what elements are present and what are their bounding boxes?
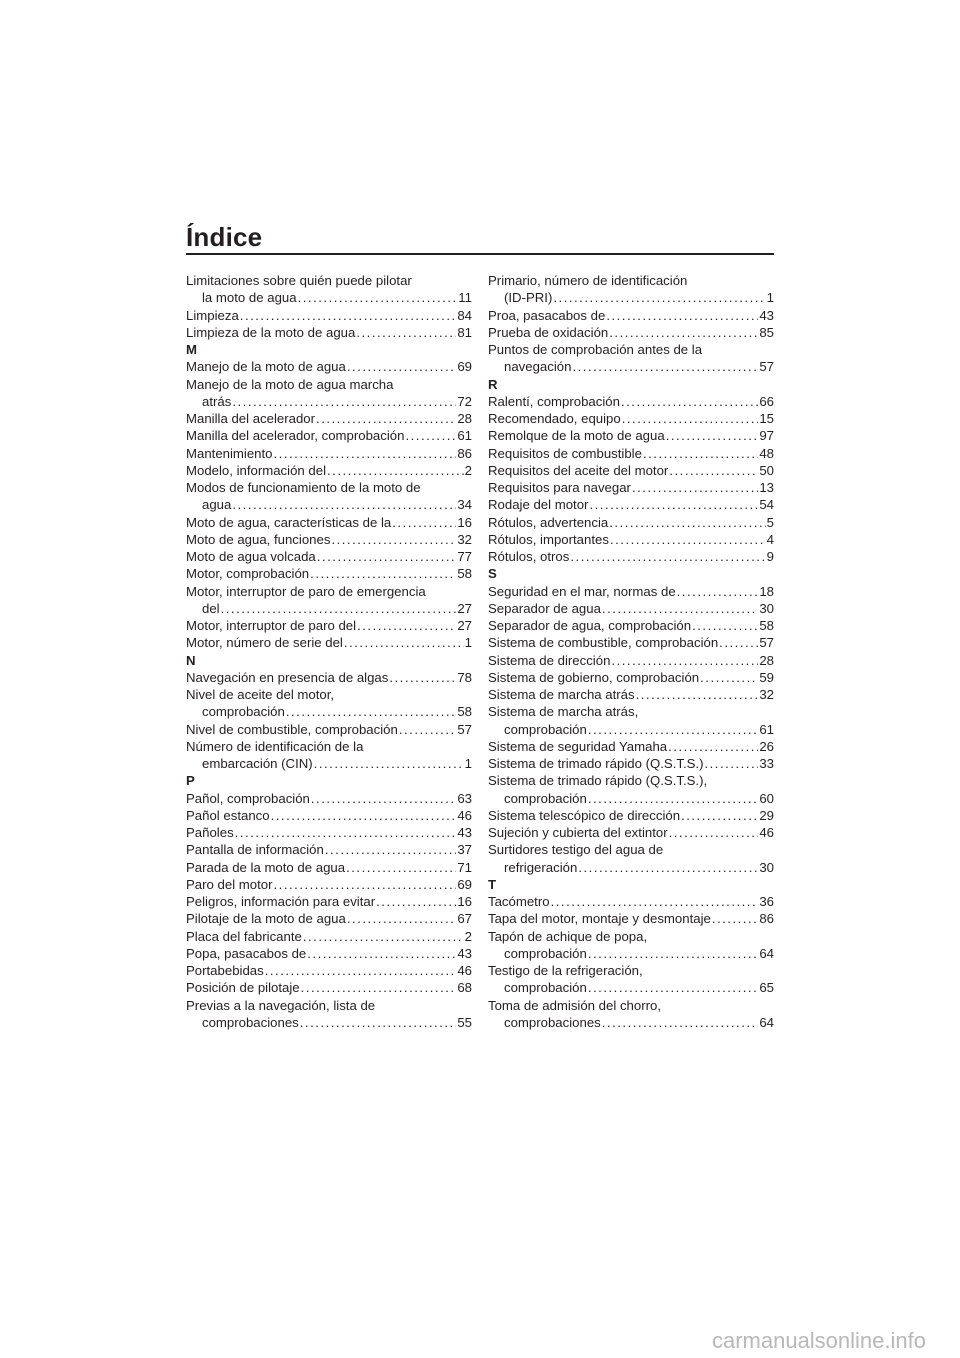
dot-leader xyxy=(692,617,758,634)
index-entry-text: Separador de agua, comprobación xyxy=(488,618,692,633)
dot-leader xyxy=(274,876,457,893)
page-number: 71 xyxy=(457,859,472,875)
page-number: 55 xyxy=(457,1014,472,1030)
page-number: 64 xyxy=(759,945,774,961)
index-entry xyxy=(488,341,774,376)
dot-leader xyxy=(578,859,758,876)
dot-leader xyxy=(551,893,759,910)
index-entry xyxy=(186,686,472,721)
index-entry-text: Modelo, información del xyxy=(186,462,327,478)
index-entry xyxy=(488,893,774,910)
dot-leader xyxy=(376,893,456,910)
page-number: 58 xyxy=(457,704,472,720)
index-entry xyxy=(488,997,774,1032)
dot-leader xyxy=(609,514,765,531)
page-number: 15 xyxy=(759,411,774,426)
dot-leader xyxy=(356,324,456,341)
dot-leader xyxy=(303,928,464,945)
page-number: 48 xyxy=(759,445,774,461)
index-entry-text: Motor, comprobación xyxy=(186,566,310,582)
index-entry-text: Moto de agua, funciones xyxy=(186,531,331,547)
page-number: 86 xyxy=(759,911,774,927)
page-number: 58 xyxy=(457,566,472,582)
index-entry xyxy=(186,272,472,307)
dot-leader xyxy=(588,721,758,738)
index-entry xyxy=(488,427,774,444)
index-entry xyxy=(186,928,472,945)
dot-leader xyxy=(271,807,457,824)
index-entry xyxy=(186,876,472,893)
dot-leader xyxy=(344,634,464,651)
index-entry-text: Sistema de dirección xyxy=(488,652,611,668)
index-entry-text: Seguridad en el mar, normas de xyxy=(488,583,676,599)
page-number: 67 xyxy=(457,911,472,927)
page-number: 65 xyxy=(759,980,774,996)
index-entry-text: Nivel de aceite del motor, xyxy=(186,687,335,702)
index-entry-text: Nivel de combustible, comprobación xyxy=(186,721,398,737)
index-entry-text: comprobación xyxy=(504,945,587,961)
index-entry-text: Mantenimiento xyxy=(186,445,273,461)
index-entry xyxy=(186,962,472,979)
index-entry-text: embarcación (CIN) xyxy=(202,756,313,771)
dot-leader xyxy=(668,738,758,755)
dot-leader xyxy=(588,790,758,807)
title-rule xyxy=(186,253,774,255)
dot-leader xyxy=(622,410,759,427)
index-entry-text: Proa, pasacabos de xyxy=(488,307,606,323)
index-entry-text: agua xyxy=(202,497,232,513)
page-number: 4 xyxy=(766,531,774,547)
index-entry xyxy=(488,738,774,755)
dot-leader xyxy=(602,1014,759,1031)
dot-leader xyxy=(572,358,758,375)
index-entry xyxy=(488,755,774,772)
page-number: 72 xyxy=(457,393,472,409)
page-number: 58 xyxy=(759,618,774,633)
dot-leader xyxy=(286,703,456,720)
index-entry xyxy=(488,583,774,600)
page-number: 78 xyxy=(457,669,472,685)
index-entry-text: Toma de admisión del chorro, xyxy=(488,997,661,1013)
dot-leader xyxy=(611,652,758,669)
index-entry xyxy=(488,807,774,824)
dot-leader xyxy=(274,445,457,462)
watermark: carmanualsonline.info xyxy=(711,1328,926,1353)
dot-leader xyxy=(553,289,765,306)
page-number: 54 xyxy=(759,497,774,513)
page-number: 18 xyxy=(759,583,774,599)
index-entry-text: Limpieza xyxy=(186,307,239,323)
dot-leader xyxy=(235,824,457,841)
index-entry-text: Rótulos, advertencia xyxy=(488,514,609,530)
index-entry xyxy=(186,945,472,962)
index-entry xyxy=(488,617,774,634)
index-entry-text: Navegación en presencia de algas xyxy=(186,669,389,685)
index-entry xyxy=(186,565,472,582)
dot-leader xyxy=(669,462,758,479)
section-letter: P xyxy=(186,773,195,789)
index-entry xyxy=(488,669,774,686)
page-number: 27 xyxy=(457,600,472,616)
page-number: 16 xyxy=(457,894,472,909)
page-number: 1 xyxy=(464,756,472,771)
page-number: 30 xyxy=(759,859,774,875)
index-entry-text: Posición de pilotaje xyxy=(186,980,300,996)
page-title: Índice xyxy=(186,222,263,252)
index-entry-text: del xyxy=(202,600,220,616)
index-entry-text: comprobaciones xyxy=(202,1014,299,1030)
index-entry-text: Primario, número de identificación xyxy=(488,273,688,288)
index-entry-text: la moto de agua xyxy=(202,290,297,306)
dot-leader xyxy=(589,496,758,513)
index-entry-text: Sistema telescópico de dirección xyxy=(488,807,681,823)
index-entry xyxy=(186,738,472,773)
index-entry-text: Remolque de la moto de agua xyxy=(488,428,665,444)
dot-leader xyxy=(610,531,766,548)
index-entry xyxy=(488,772,774,807)
index-entry-text: Separador de agua xyxy=(488,600,601,616)
dot-leader xyxy=(712,910,758,927)
index-entry xyxy=(186,617,472,634)
index-entry-text: Requisitos para navegar xyxy=(488,480,631,495)
page-number: 2 xyxy=(464,462,472,478)
index-entry xyxy=(488,686,774,703)
section-letter: T xyxy=(488,876,497,892)
index-entry-text: Sistema de trimado rápido (Q.S.T.S.) xyxy=(488,756,704,771)
page-number: 5 xyxy=(766,514,774,530)
index-entry xyxy=(186,462,472,479)
index-column-right xyxy=(488,272,774,1031)
index-entry-text: Manilla del acelerador, comprobación xyxy=(186,428,405,444)
dot-leader xyxy=(298,289,458,306)
section-letter: S xyxy=(488,566,497,582)
page-number: 57 xyxy=(759,635,774,651)
index-entry xyxy=(186,376,472,411)
page-number: 13 xyxy=(759,480,774,495)
page-number: 61 xyxy=(457,428,472,444)
index-entry xyxy=(488,479,774,496)
index-entry-text: (ID-PRI) xyxy=(504,290,553,306)
index-entry xyxy=(488,496,774,513)
page-number: 27 xyxy=(457,618,472,633)
index-entry-text: Tapón de achique de popa, xyxy=(488,928,648,944)
index-entry xyxy=(488,410,774,427)
page-number: 69 xyxy=(457,359,472,375)
dot-leader xyxy=(681,807,758,824)
index-entry xyxy=(186,358,472,375)
page-number: 29 xyxy=(759,807,774,823)
index-entry-text: Modos de funcionamiento de la moto de xyxy=(186,480,421,495)
page-number: 46 xyxy=(759,825,774,840)
dot-leader xyxy=(357,617,456,634)
index-entry-text: Limpieza de la moto de agua xyxy=(186,324,356,340)
page-number: 30 xyxy=(759,600,774,616)
index-entry xyxy=(186,445,472,462)
index-entry-text: Moto de agua volcada xyxy=(186,549,316,564)
dot-leader xyxy=(669,824,759,841)
index-entry-text: Rótulos, importantes xyxy=(488,531,609,547)
dot-leader xyxy=(677,583,759,600)
index-entry-text: Motor, interruptor de paro del xyxy=(186,618,357,633)
page-number: 9 xyxy=(766,549,774,564)
dot-leader xyxy=(300,1014,457,1031)
dot-leader xyxy=(346,859,456,876)
page-number: 46 xyxy=(457,807,472,823)
dot-leader xyxy=(317,548,457,565)
page-number: 61 xyxy=(759,721,774,737)
index-entry xyxy=(186,859,472,876)
dot-leader xyxy=(609,324,758,341)
page-number: 66 xyxy=(759,393,774,409)
dot-leader xyxy=(314,755,464,772)
dot-leader xyxy=(307,945,456,962)
index-entry xyxy=(186,324,472,341)
index-entry-text: Manilla del acelerador xyxy=(186,411,316,426)
page-number: 63 xyxy=(457,790,472,806)
index-entry xyxy=(186,669,472,686)
index-entry-text: Popa, pasacabos de xyxy=(186,945,307,961)
page-number: 36 xyxy=(759,894,774,909)
dot-leader xyxy=(265,962,457,979)
dot-leader xyxy=(399,721,456,738)
dot-leader xyxy=(570,548,765,565)
index-entry xyxy=(186,514,472,531)
page-number: 32 xyxy=(759,687,774,702)
index-entry xyxy=(488,393,774,410)
index-entry xyxy=(488,307,774,324)
dot-leader xyxy=(588,945,758,962)
index-entry-text: Recomendado, equipo xyxy=(488,411,621,426)
dot-leader xyxy=(719,634,758,651)
page-number: 64 xyxy=(759,1014,774,1030)
index-entry-text: Rótulos, otros xyxy=(488,549,570,564)
index-entry xyxy=(186,910,472,927)
index-entry-text: Sistema de marcha atrás xyxy=(488,687,635,702)
page-number: 81 xyxy=(457,324,472,340)
dot-leader xyxy=(632,479,758,496)
dot-leader xyxy=(310,565,456,582)
index-entry-text: Limitaciones sobre quién puede pilotar xyxy=(186,273,412,288)
page-number: 1 xyxy=(766,290,774,306)
section-letter: R xyxy=(488,376,498,392)
dot-leader xyxy=(606,307,758,324)
page-number: 57 xyxy=(457,721,472,737)
section-letter: M xyxy=(186,342,197,357)
index-entry-text: Sistema de gobierno, comprobación xyxy=(488,669,700,685)
index-entry-text: comprobaciones xyxy=(504,1014,601,1030)
page-number: 37 xyxy=(457,842,472,858)
index-entry xyxy=(186,807,472,824)
index-entry-text: Placa del fabricante xyxy=(186,928,302,944)
index-entry xyxy=(488,652,774,669)
dot-leader xyxy=(666,427,759,444)
dot-leader xyxy=(636,686,759,703)
index-entry-text: atrás xyxy=(202,393,232,409)
index-entry xyxy=(186,634,472,651)
index-entry-text: Motor, interruptor de paro de emergencia xyxy=(186,583,426,599)
index-entry xyxy=(186,841,472,858)
index-entry xyxy=(488,531,774,548)
index-entry xyxy=(186,410,472,427)
index-entry xyxy=(186,479,472,514)
dot-leader xyxy=(405,427,456,444)
dot-leader xyxy=(347,358,457,375)
index-entry-text: Surtidores testigo del agua de xyxy=(488,842,664,858)
index-entry-text: Motor, número de serie del xyxy=(186,635,343,651)
index-entry-text: Pantalla de información xyxy=(186,842,324,858)
index-entry-text: Peligros, información para evitar xyxy=(186,894,376,909)
index-column-left xyxy=(186,272,472,1031)
dot-leader xyxy=(643,445,758,462)
section-letter: N xyxy=(186,652,196,668)
index-entry xyxy=(186,307,472,324)
index-entry xyxy=(186,790,472,807)
page-number: 43 xyxy=(759,307,774,323)
page-number: 46 xyxy=(457,963,472,978)
page-number: 86 xyxy=(457,445,472,461)
index-entry xyxy=(488,841,774,876)
index-entry xyxy=(186,979,472,996)
index-entry-text: Requisitos del aceite del motor xyxy=(488,462,669,478)
dot-leader xyxy=(392,514,456,531)
index-entry xyxy=(186,531,472,548)
dot-leader xyxy=(221,600,457,617)
index-entry-text: comprobación xyxy=(504,721,587,737)
index-entry-text: Pañol, comprobación xyxy=(186,790,310,806)
index-entry xyxy=(488,548,774,565)
page-number: 34 xyxy=(457,497,472,513)
page-number: 97 xyxy=(759,428,774,444)
index-entry xyxy=(488,962,774,997)
dot-leader xyxy=(325,841,457,858)
index-entry xyxy=(488,928,774,963)
index-entry xyxy=(488,634,774,651)
page-number: 43 xyxy=(457,945,472,961)
dot-leader xyxy=(588,979,758,996)
dot-leader xyxy=(621,393,758,410)
index-entry xyxy=(186,548,472,565)
index-entry-text: Sistema de combustible, comprobación xyxy=(488,635,719,651)
index-entry-text: Portabebidas xyxy=(186,963,264,978)
index-entry xyxy=(488,600,774,617)
index-entry-text: Tacómetro xyxy=(488,894,550,909)
page-number: 16 xyxy=(457,514,472,530)
page-number: 28 xyxy=(759,652,774,668)
index-entry xyxy=(488,910,774,927)
page-number: 50 xyxy=(759,462,774,478)
page-number: 60 xyxy=(759,790,774,806)
dot-leader xyxy=(301,979,457,996)
page-number: 28 xyxy=(457,411,472,426)
index-entry-text: Sujeción y cubierta del extintor xyxy=(488,825,668,840)
index-entry-text: Puntos de comprobación antes de la xyxy=(488,342,703,357)
page-number: 26 xyxy=(759,738,774,754)
dot-leader xyxy=(700,669,758,686)
dot-leader xyxy=(327,462,464,479)
index-entry xyxy=(186,997,472,1032)
page-number: 57 xyxy=(759,359,774,375)
index-entry-text: Testigo de la refrigeración, xyxy=(488,963,643,978)
page-number: 32 xyxy=(457,531,472,547)
page-number: 68 xyxy=(457,980,472,996)
dot-leader xyxy=(347,910,457,927)
index-entry xyxy=(488,703,774,738)
index-entry-text: Sistema de seguridad Yamaha xyxy=(488,738,668,754)
index-entry-text: comprobación xyxy=(202,704,285,720)
page-number: 84 xyxy=(457,307,472,323)
dot-leader xyxy=(316,410,456,427)
index-entry-text: navegación xyxy=(504,359,572,375)
index-entry xyxy=(488,462,774,479)
index-entry-text: Ralentí, comprobación xyxy=(488,393,620,409)
index-entry xyxy=(488,824,774,841)
dot-leader xyxy=(232,496,456,513)
index-entry-text: Manejo de la moto de agua xyxy=(186,359,346,375)
index-entry xyxy=(488,272,774,307)
index-entry-text: Pañoles xyxy=(186,825,234,840)
page-number: 1 xyxy=(464,635,472,651)
index-entry xyxy=(186,824,472,841)
index-entry-text: refrigeración xyxy=(504,859,578,875)
index-entry xyxy=(488,324,774,341)
index-entry-text: Requisitos de combustible xyxy=(488,445,642,461)
index-entry-text: Prueba de oxidación xyxy=(488,324,609,340)
index-entry-text: Sistema de marcha atrás, xyxy=(488,704,639,720)
index-entry-text: Pilotaje de la moto de agua xyxy=(186,911,346,927)
dot-leader xyxy=(240,307,457,324)
page-number: 2 xyxy=(464,928,472,944)
index-entry-text: Rodaje del motor xyxy=(488,497,589,513)
index-entry xyxy=(488,514,774,531)
index-entry xyxy=(186,583,472,618)
index-entry-text: comprobación xyxy=(504,980,587,996)
dot-leader xyxy=(704,755,758,772)
dot-leader xyxy=(602,600,758,617)
page-number: 43 xyxy=(457,825,472,840)
page-number: 69 xyxy=(457,876,472,892)
dot-leader xyxy=(311,790,456,807)
index-entry xyxy=(186,721,472,738)
index-entry xyxy=(186,893,472,910)
index-entry-text: Moto de agua, características de la xyxy=(186,514,392,530)
index-entry-text: Parada de la moto de agua xyxy=(186,859,346,875)
page-number: 59 xyxy=(759,669,774,685)
index-entry-text: Previas a la navegación, lista de xyxy=(186,997,376,1013)
index-entry-text: Manejo de la moto de agua marcha xyxy=(186,376,394,392)
page-number: 85 xyxy=(759,324,774,340)
page-number: 11 xyxy=(458,290,472,306)
index-entry-text: Sistema de trimado rápido (Q.S.T.S.), xyxy=(488,773,708,789)
index-entry-text: Tapa del motor, montaje y desmontaje xyxy=(488,911,711,927)
index-entry xyxy=(488,445,774,462)
index-entry-text: Paro del motor xyxy=(186,876,273,892)
dot-leader xyxy=(389,669,456,686)
page-number: 77 xyxy=(457,549,472,564)
dot-leader xyxy=(331,531,456,548)
index-entry-text: comprobación xyxy=(504,790,587,806)
dot-leader xyxy=(232,393,456,410)
index-entry-text: Número de identificación de la xyxy=(186,738,364,754)
index-entry xyxy=(186,427,472,444)
index-entry-text: Pañol estanco xyxy=(186,807,270,823)
page-number: 33 xyxy=(759,756,774,771)
